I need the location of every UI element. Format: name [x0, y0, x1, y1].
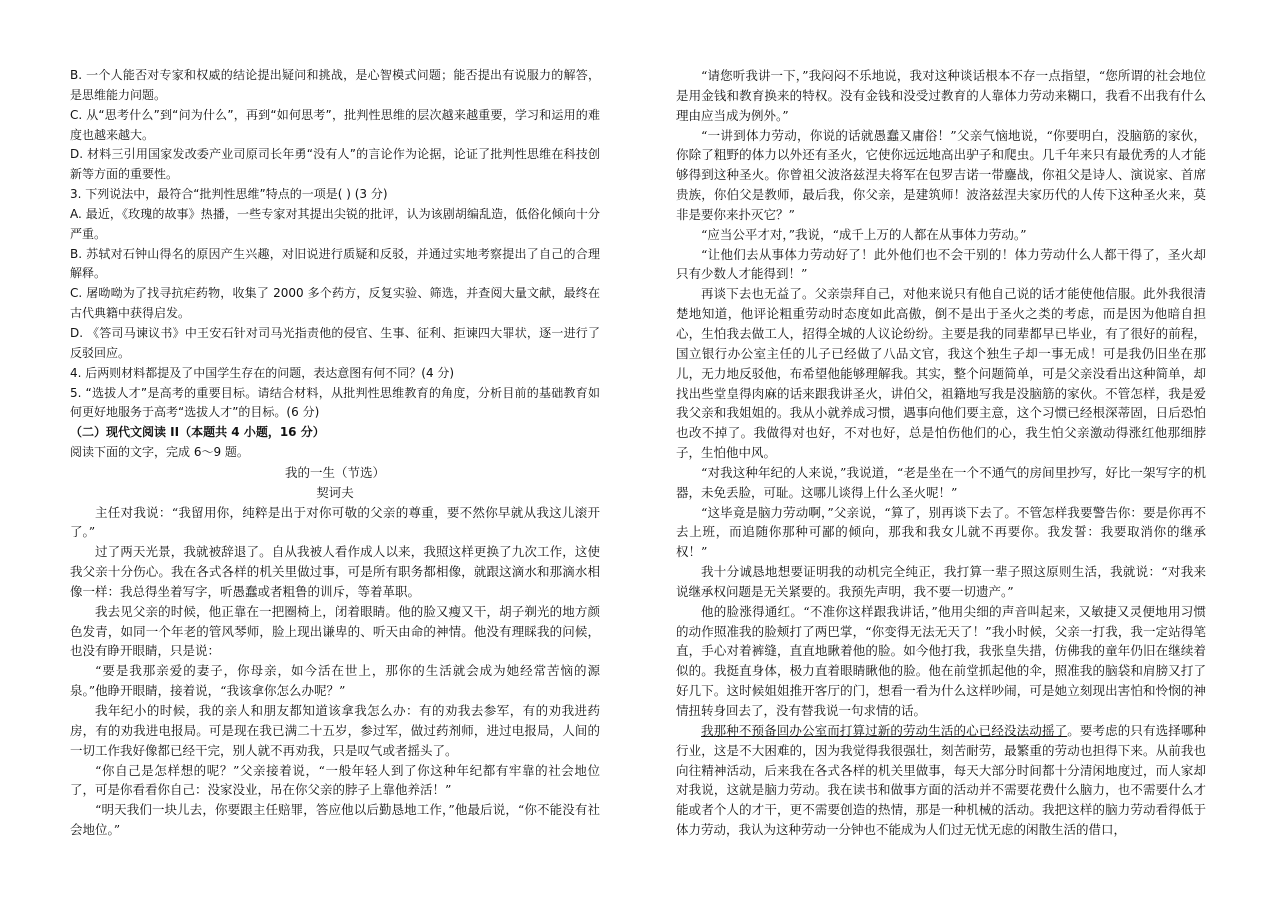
- story-title: 我的一生（节选）: [284, 464, 385, 480]
- right-column: [676, 66, 1206, 840]
- story-paragraph: “你自己是怎样想的呢？”父亲接着说，“一般年轻人到了你这种年纪都有牢靠的社会地位了，可是你看看你自己：没家没业，吊在你父亲的脖子上靠他养活！”: [70, 762, 600, 798]
- underlined-sentence: 我那种不预备回办公室而打算过新的劳动生活的心已经没法动摇了: [701, 722, 1068, 738]
- question-option-c: C. 从“思考什么”到“问为什么”，再到“如何思考”，批判性思维的层次越来越重要，学习和运用的难度也越来越大。: [70, 107, 600, 142]
- question-option-d: D. 材料三引用国家发改委产业司原司长年勇“没有人”的言论作为论据，论证了批判性思维在科技创新等方面的重要性。: [70, 147, 600, 182]
- story-author: 契诃夫: [316, 484, 354, 500]
- story-paragraph: “一讲到体力劳动，你说的话就愚蠢又庸俗！”父亲气恼地说，“你要明白，没脑筋的家伙，你除了粗野的体力以外还有圣火，它使你远远地高出驴子和爬虫。几千年来只有最优秀的人才能够得到这种圣火。你曾祖父波洛兹涅夫将军在包罗吉诺一带鏖战，你祖父是诗人、演说家、首席贵族，你伯父是教师，最后我，你父亲，是建筑师！波洛兹涅夫家历代的人传下这种圣火来，莫非是要你来扑灭它？”: [676, 127, 1206, 222]
- story-paragraph: “要是我那亲爱的妻子，你母亲，如今活在世上，那你的生活就会成为她经常苦恼的源泉。”他睁开眼睛，接着说，“我该拿你怎么办呢？”: [70, 663, 600, 699]
- story-paragraph: 主任对我说：“我留用你，纯粹是出于对你可敬的父亲的尊重，要不然你早就从我这儿滚开了。”: [70, 504, 600, 540]
- story-paragraph: 再谈下去也无益了。父亲崇拜自己，对他来说只有他自己说的话才能使他信服。此外我很清楚地知道，他评论粗重劳动时态度如此高傲，倒不是出于圣火之类的考虑，而是因为他暗自担心，生怕我去做工人，招得全城的人议论纷纷。主要是我的同辈都早已毕业，有了很好的前程，国立银行办公室主任的儿子已经做了八品文官，我这个独生子却一事无成！可是我仍旧坐在那儿，无力地反驳他，布希望他能够理解我。其实，整个问题简单，可是父亲没看出这种简单，却找出些堂皇得肉麻的话来跟我讲圣火，讲伯父，祖籍地写我是没脑筋的家伙。不管怎样，我是爱我父亲和我姐姐的。我从小就养成习惯，遇事向他们要主意，这个习惯已经根深蒂固，日后恐怕也改不掉了。我做得对也好，不对也好，总是怕伤他们的心，我生怕父亲激动得涨红他那细脖子，生怕他中风。: [676, 286, 1206, 461]
- question-option-b: B. 一个人能否对专家和权威的结论提出疑问和挑战，是心智模式问题；能否提出有说服力的解答，是思维能力问题。: [70, 68, 600, 102]
- left-column: [70, 66, 600, 840]
- story-paragraph: “请您听我讲一下，”我闷闷不乐地说，我对这种谈话根本不存一点指望，“您所谓的社会地位是用金钱和教育换来的特权。没有金钱和没受过教育的人靠体力劳动来糊口，我看不出我有什么理由应当成为例外。”: [676, 68, 1206, 123]
- story-paragraph: “让他们去从事体力劳动好了！此外他们也不会干别的！体力劳动什么人都干得了，圣火却只有少数人才能得到！”: [676, 246, 1206, 282]
- question-4: 4. 后两则材料都提及了中国学生存在的问题，表达意图有何不同？(4 分): [70, 365, 455, 380]
- reading-instruction: 阅读下面的文字，完成 6～9 题。: [70, 445, 249, 460]
- story-paragraph-last: [676, 721, 1206, 840]
- story-paragraph-text: 。要考虑的只有选择哪种行业，这是不大困难的，因为我觉得我很强壮，刻苦耐劳，最繁重的劳动也担得下来。从前我也向往精神活动，后来我在各式各样的机关里做事，每天大部分时间都十分清闲地度过，而人家却对我说，这就是脑力劳动。我在读书和做事方面的活动并不需要花费什么脑力，也不需要什么才能或者个人的才干，更不需要创造的热情，那是一种机械的活动。我把这样的脑力劳动看得低于体力劳动，我认为这种劳动一分钟也不能成为人们过无忧无虑的闲散生活的借口，: [676, 722, 1206, 838]
- question-3-option-c: C. 屠呦呦为了找寻抗疟药物，收集了 2000 多个药方，反复实验、筛选，并查阅大量文献，最终在古代典籍中获得启发。: [70, 286, 600, 321]
- story-paragraph: “应当公平才对，”我说，“成千上万的人都在从事体力劳动。”: [701, 226, 1027, 242]
- section-heading: （二）现代文阅读 II（本题共 4 小题，16 分）: [70, 425, 325, 440]
- story-paragraph: 我年纪小的时候，我的亲人和朋友都知道该拿我怎么办：有的劝我去参军，有的劝我进药房，有的劝我进电报局。可是现在我已满二十五岁，参过军，做过药剂师，进过电报局，人间的一切工作我好像都已经干完，别人就不再劝我，只是叹气或者摇头了。: [70, 703, 600, 758]
- story-paragraph: “这毕竟是脑力劳动啊，”父亲说，“算了，别再谈下去了。不管怎样我要警告你：要是你再不去上班，而追随你那种可鄙的倾向，那我和我女儿就不再要你。我发誓：我要取消你的继承权！”: [676, 504, 1206, 560]
- story-paragraph: “对我这种年纪的人来说，”我说道，“老是坐在一个不通气的房间里抄写，好比一架写字的机器，未免丢脸，可耻。这哪儿谈得上什么圣火呢！”: [676, 464, 1206, 500]
- question-3-option-d: D. 《答司马谏议书》中王安石针对司马光指责他的侵官、生事、征利、拒谏四大罪状，逐一进行了反驳回应。: [70, 325, 600, 360]
- story-paragraph: 我十分诚恳地想要证明我的动机完全纯正，我打算一辈子照这原则生活，我就说：“对我来说继承权问题是无关紧要的。我预先声明，我不要一切遗产。”: [676, 564, 1206, 599]
- story-paragraph: “明天我们一块儿去，你要跟主任赔罪，答应他以后勤恳地工作，”他最后说，“你不能没有社会地位。”: [70, 802, 600, 838]
- question-3-option-b: B. 苏轼对石钟山得名的原因产生兴趣，对旧说进行质疑和反驳，并通过实地考察提出了自己的合理解释。: [70, 246, 600, 281]
- question-5: 5. “选拔人才”是高考的重要目标。请结合材料，从批判性思维教育的角度，分析目前的基础教育如何更好地服务于高考“选拔人才”的目标。(6 分): [70, 385, 600, 420]
- question-3: 3. 下列说法中，最符合“批判性思维”特点的一项是( ) (3 分): [70, 187, 388, 202]
- story-paragraph: 他的脸涨得通红。“不准你这样跟我讲话，”他用尖细的声音叫起来，又敏捷又灵便地用习惯的动作照准我的脸颊打了两巴掌，“你变得无法无天了！”我小时候，父亲一打我，我一定站得笔直，手心对着裤缝，直直地瞅着他的脸。如今他打我，我张皇失措，仿佛我的童年仍旧在继续着似的。我挺直身体，极力直着眼睛瞅他的脸。他在前堂抓起他的伞，照准我的脑袋和肩膀又打了好几下。这时候姐姐推开客厅的门，想看一看为什么这样吵闹，可是她立刻现出害怕和怜悯的神情扭转身回去了，没有替我说一句求情的话。: [676, 603, 1206, 718]
- story-paragraph: 过了两天光景，我就被辞退了。自从我被人看作成人以来，我照这样更换了九次工作，这使我父亲十分伤心。我在各式各样的机关里做过事，可是所有职务都相像，就跟这滴水和那滴水相像一样：我总得坐着写字，听愚蠢或者粗鲁的训斥，等着革职。: [70, 544, 600, 599]
- story-paragraph: 我去见父亲的时候，他正靠在一把圈椅上，闭着眼睛。他的脸又瘦又干，胡子剃光的地方颜色发青，如同一个年老的管风琴师，脸上现出谦卑的、听天由命的神情。他没有理睬我的问候，也没有睁开眼睛，只是说：: [70, 603, 600, 659]
- question-3-option-a: A. 最近，《玫瑰的故事》热播，一些专家对其提出尖锐的批评，认为该剧胡编乱造，低俗化倾向十分严重。: [70, 206, 600, 241]
